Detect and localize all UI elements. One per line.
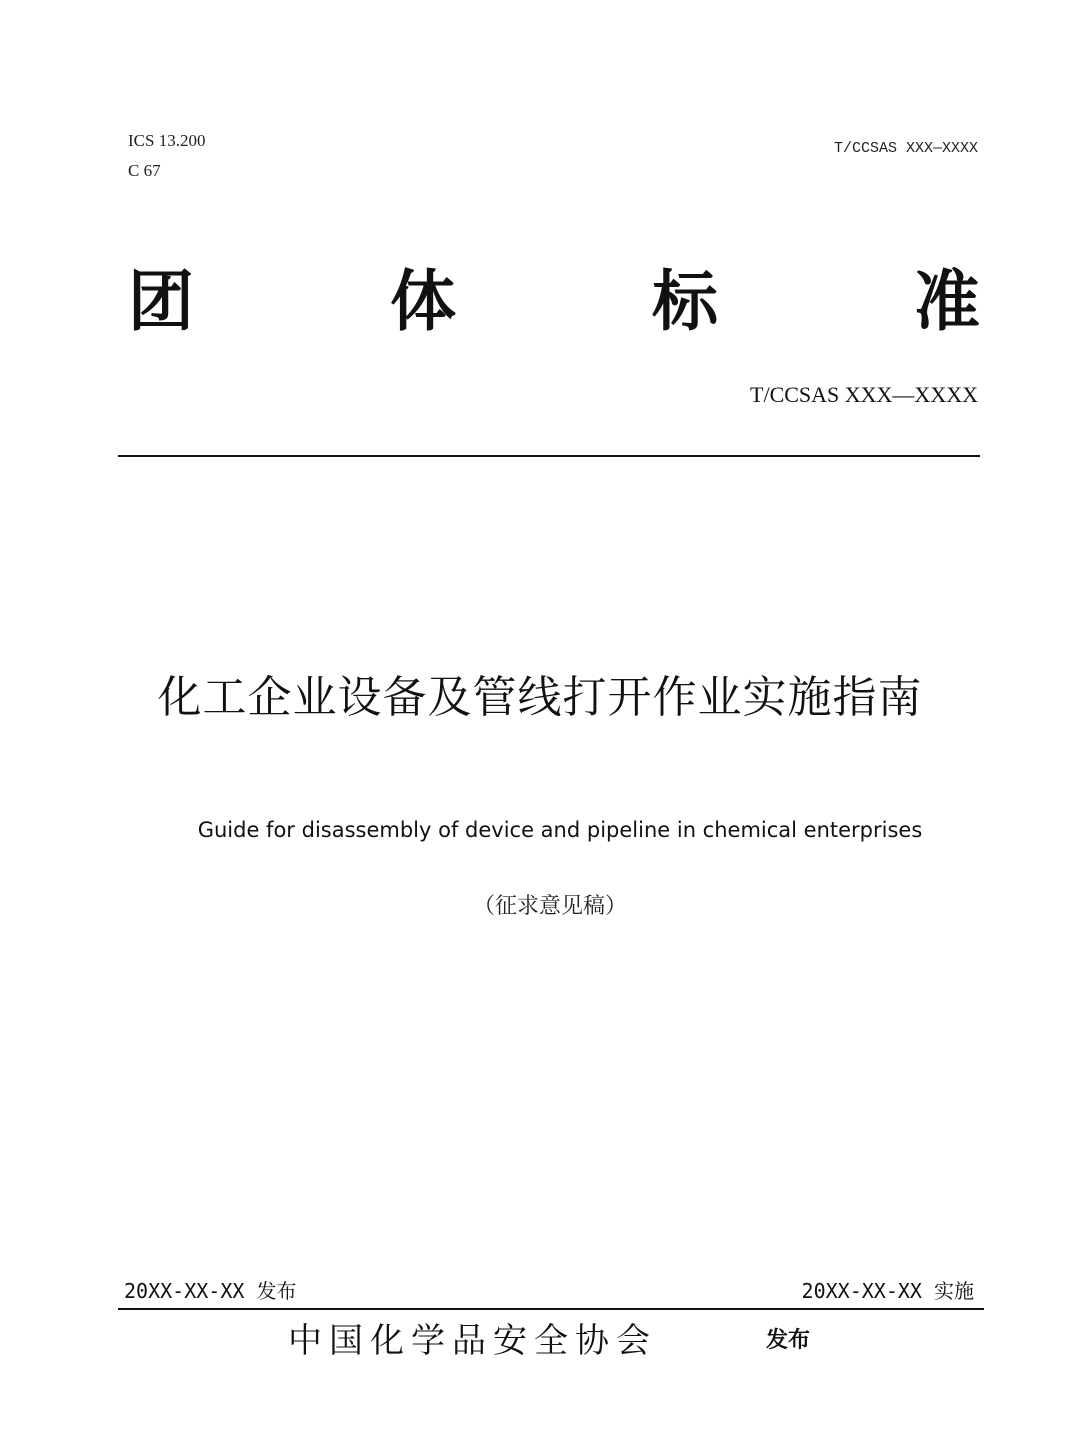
- heading-char: 体: [390, 263, 456, 340]
- issuing-organization: 中国化学品安全协会: [288, 1321, 657, 1361]
- standard-type-heading: [128, 262, 980, 342]
- document-title: 化工企业设备及管线打开作业实施指南: [157, 672, 923, 723]
- heading-char: 标: [652, 263, 718, 340]
- standard-number: T/CCSAS XXX—XXXX: [750, 382, 978, 407]
- publish-date: 20XX-XX-XX 发布: [124, 1279, 297, 1303]
- document-english-title: Guide for disassembly of device and pipeline in chemical enterprises: [197, 818, 923, 842]
- implementation-date: 20XX-XX-XX 实施: [801, 1279, 974, 1303]
- ics-code: ICS 13.200: [128, 131, 206, 150]
- footer-divider-line: [118, 1308, 984, 1310]
- draft-status: （征求意见稿）: [472, 894, 627, 919]
- divider-line: [118, 455, 980, 457]
- publish-label: 发布: [766, 1328, 811, 1353]
- heading-char: 团: [128, 263, 194, 340]
- heading-char: 准: [914, 263, 980, 340]
- ccs-code: C 67: [128, 161, 161, 180]
- standard-number-header: T/CCSAS XXX—XXXX: [833, 140, 978, 157]
